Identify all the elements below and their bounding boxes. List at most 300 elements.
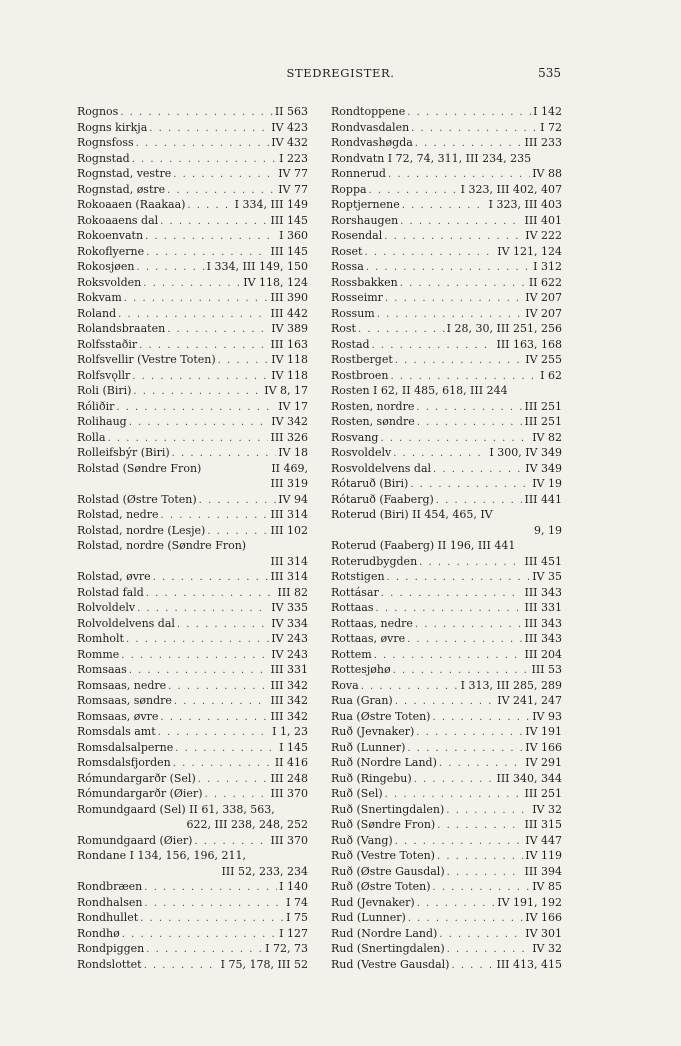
dot-leader xyxy=(393,663,530,678)
entry-name: Romholt xyxy=(77,632,124,645)
index-entry xyxy=(77,104,308,120)
entry-name: Ruð (Jevnaker) xyxy=(331,725,415,738)
entry-references: III 401 xyxy=(524,213,562,227)
index-entry xyxy=(331,399,562,415)
entry-name: Rondpiggen xyxy=(77,942,145,955)
dot-leader xyxy=(381,586,523,601)
entry-name: Roterud (Faaberg) II 196, III 441 xyxy=(331,539,516,552)
entry-references: IV 35 xyxy=(532,570,562,583)
entry-references: III 390 xyxy=(270,291,308,304)
index-entry xyxy=(77,600,308,616)
entry-name: Romsaas, nedre xyxy=(77,678,167,692)
entry-name: Rokoflyerne xyxy=(77,244,145,258)
dot-leader xyxy=(366,260,531,275)
entry-name: Rognstad xyxy=(77,151,130,165)
page-title: STEDREGISTER. xyxy=(286,66,395,80)
entry-name: Rondslottet xyxy=(77,957,142,971)
dot-leader xyxy=(380,431,530,446)
index-entry xyxy=(331,476,562,492)
entry-references: IV 94 xyxy=(278,492,308,506)
index-entry xyxy=(77,941,308,957)
dot-leader xyxy=(384,229,523,244)
index-entry xyxy=(331,709,562,725)
entry-references: I 28, 30, III 251, 256 xyxy=(446,322,562,335)
dot-leader xyxy=(187,198,232,213)
dot-leader xyxy=(407,741,523,756)
index-entry xyxy=(77,461,308,477)
index-entry xyxy=(77,523,308,539)
entry-name: Ruð (Østre Toten) xyxy=(331,880,431,893)
index-entry xyxy=(77,368,308,384)
index-entry xyxy=(331,585,562,601)
index-entry xyxy=(331,414,562,430)
index-entry xyxy=(331,151,562,167)
entry-references: I 145 xyxy=(279,740,308,754)
entry-references: II 622 xyxy=(528,275,562,289)
dot-leader xyxy=(129,663,269,678)
index-entry xyxy=(77,895,308,911)
dot-leader xyxy=(175,741,277,756)
index-entry xyxy=(331,802,562,818)
index-entry xyxy=(77,724,308,740)
entry-references: IV 118, 124 xyxy=(243,275,308,289)
dot-leader xyxy=(218,353,270,368)
index-entry xyxy=(331,647,562,663)
entry-name: Rolvoldelvens dal xyxy=(77,616,175,630)
dot-leader xyxy=(145,229,277,244)
index-entry xyxy=(77,321,308,337)
entry-references: IV 447 xyxy=(525,833,562,847)
entry-name: Rokoenvatn xyxy=(77,229,144,242)
entry-name: Rognsfoss xyxy=(77,136,134,149)
entry-name: Rondtoppene xyxy=(331,105,406,118)
index-entry xyxy=(331,492,562,508)
entry-name: Rolleifsbýr (Biri) xyxy=(77,446,170,459)
dot-leader xyxy=(160,710,268,725)
dot-leader xyxy=(124,291,269,306)
dot-leader xyxy=(417,896,496,911)
entry-name: Romundgaard (Sel) II 61, 338, 563, xyxy=(77,802,275,816)
dot-leader xyxy=(168,679,268,694)
entry-name: Rogns kirkja xyxy=(77,120,148,134)
index-entry xyxy=(331,693,562,709)
index-entry xyxy=(331,166,562,182)
entry-references: III 342 xyxy=(270,709,308,723)
index-entry xyxy=(331,135,562,151)
entry-name: Ruð (Nordre Land) xyxy=(331,756,437,769)
entry-name: Rud (Snertingdalen) xyxy=(331,942,445,955)
index-entry xyxy=(77,802,308,818)
entry-name: Rolandsbraaten xyxy=(77,322,166,335)
entry-name: Ruð (Vestre Toten) xyxy=(331,849,435,862)
dot-leader xyxy=(433,880,531,895)
dot-leader xyxy=(121,648,269,663)
dot-leader xyxy=(173,756,273,771)
entry-name: Romme xyxy=(77,647,120,661)
entry-references: III 331 xyxy=(270,663,308,676)
index-entry xyxy=(77,399,308,415)
dot-leader xyxy=(173,167,276,182)
index-entry xyxy=(77,197,308,213)
index-entry xyxy=(77,414,308,430)
dot-leader xyxy=(207,524,268,539)
index-entry xyxy=(77,957,308,973)
entry-references: III 451 xyxy=(524,554,562,568)
entry-name: Roland xyxy=(77,306,117,320)
dot-leader xyxy=(122,927,277,942)
dot-leader xyxy=(172,446,277,461)
dot-leader xyxy=(133,384,262,399)
entry-name: Rottaas, nedre xyxy=(331,616,413,630)
entry-name: Romundgaard (Øier) xyxy=(77,833,193,847)
entry-references: IV 335 xyxy=(271,601,308,614)
index-entry xyxy=(331,290,562,306)
entry-name: Rondvatn I 72, 74, 311, III 234, 235 xyxy=(331,151,532,165)
entry-name: Rolihaug xyxy=(77,415,127,428)
index-entry xyxy=(77,926,308,942)
dot-leader xyxy=(174,694,269,709)
dot-leader xyxy=(140,911,284,926)
entry-references: I 334, III 149, 150 xyxy=(206,260,308,273)
entry-references: IV 82 xyxy=(532,430,562,444)
dot-leader xyxy=(439,756,523,771)
entry-references: IV 222 xyxy=(525,229,562,242)
dot-leader xyxy=(139,338,268,353)
entry-references: III 394 xyxy=(524,864,562,878)
entry-references: I 62 xyxy=(540,368,562,382)
dot-leader xyxy=(437,818,522,833)
entry-references: III 315 xyxy=(524,818,562,831)
dot-leader xyxy=(376,601,523,616)
entry-references: IV 118 xyxy=(271,353,308,366)
index-entry xyxy=(331,321,562,337)
dot-leader xyxy=(408,911,523,926)
dot-leader xyxy=(126,632,269,647)
index-entry xyxy=(77,631,308,647)
dot-leader xyxy=(372,338,495,353)
entry-references: III 370 xyxy=(270,787,308,800)
entry-name: Roptjernene xyxy=(331,198,400,211)
page-header xyxy=(0,66,681,82)
dot-leader xyxy=(144,880,277,895)
entry-name: Rova xyxy=(331,678,359,692)
entry-references: III 442 xyxy=(270,306,308,320)
index-entry xyxy=(331,957,562,973)
index-entry xyxy=(331,879,562,895)
entry-references: III 163 xyxy=(270,337,308,351)
dot-leader xyxy=(177,617,269,632)
dot-leader xyxy=(391,369,539,384)
dot-leader xyxy=(136,136,270,151)
entry-name: Rondvashøgda xyxy=(331,136,413,149)
entry-name: Roterudbygden xyxy=(331,554,418,568)
dot-leader xyxy=(136,260,204,275)
entry-name: Rosten, nordre xyxy=(331,399,415,413)
entry-references: IV 243 xyxy=(271,647,308,661)
entry-name: Rosvang xyxy=(331,430,379,444)
dot-leader xyxy=(385,291,523,306)
index-entry xyxy=(331,554,562,570)
index-column-right xyxy=(331,104,562,972)
index-entry xyxy=(77,182,308,198)
entry-references: IV 432 xyxy=(271,136,308,149)
dot-leader xyxy=(433,462,523,477)
dot-leader xyxy=(400,276,527,291)
index-entry xyxy=(331,616,562,632)
index-entry xyxy=(77,306,308,322)
dot-leader xyxy=(400,214,522,229)
dot-leader xyxy=(205,787,269,802)
index-entry xyxy=(331,337,562,353)
dot-leader xyxy=(153,570,269,585)
dot-leader xyxy=(194,834,268,849)
index-entry xyxy=(77,383,308,399)
dot-leader xyxy=(388,167,530,182)
entry-name: Rómundargarðr (Sel) xyxy=(77,771,196,785)
index-entry xyxy=(331,461,562,477)
entry-references: III 314 xyxy=(270,570,308,583)
index-entry xyxy=(77,337,308,353)
entry-references: IV 8, 17 xyxy=(264,384,308,397)
entry-references: III 319 xyxy=(270,477,308,490)
entry-name: Ruð (Ringebu) xyxy=(331,771,412,785)
dot-leader xyxy=(451,958,494,973)
dot-leader xyxy=(395,353,523,368)
dot-leader xyxy=(361,679,459,694)
index-entry xyxy=(331,910,562,926)
entry-references: III 326 xyxy=(270,430,308,444)
entry-references: I 72, 73 xyxy=(265,942,308,955)
index-entry-continuation xyxy=(77,554,308,570)
entry-name: Rua (Gran) xyxy=(331,694,393,707)
index-entry xyxy=(331,740,562,756)
index-entry xyxy=(77,430,308,446)
dot-leader xyxy=(120,105,273,120)
entry-references: IV 342 xyxy=(271,415,308,428)
entry-references: III 413, 415 xyxy=(496,957,562,971)
entry-name: Rottem xyxy=(331,647,372,661)
entry-references: IV 166 xyxy=(525,740,562,754)
index-entry xyxy=(77,538,308,554)
dot-leader xyxy=(439,927,523,942)
index-entry xyxy=(77,492,308,508)
entry-name: Rolfsvellir (Vestre Toten) xyxy=(77,353,216,366)
index-entry xyxy=(331,259,562,275)
index-entry xyxy=(331,724,562,740)
entry-references: I 127 xyxy=(279,926,308,940)
index-entry xyxy=(77,507,308,523)
index-entry xyxy=(331,600,562,616)
index-entry xyxy=(331,941,562,957)
index-entry xyxy=(77,647,308,663)
entry-name: Rosvoldelv xyxy=(331,446,392,459)
entry-name: Rondane I 134, 156, 196, 211, xyxy=(77,849,246,862)
dot-leader xyxy=(149,121,269,136)
entry-name: Rolstad (Søndre Fron) xyxy=(77,461,202,475)
entry-name: Rosseimr xyxy=(331,291,383,304)
dot-leader xyxy=(161,508,269,523)
dot-leader xyxy=(447,865,523,880)
index-entry xyxy=(331,430,562,446)
index-entry xyxy=(77,662,308,678)
dot-leader xyxy=(199,493,277,508)
entry-references: IV 423 xyxy=(271,120,308,134)
index-entry xyxy=(77,352,308,368)
entry-references: III 342 xyxy=(270,694,308,707)
entry-references: IV 207 xyxy=(525,291,562,304)
dot-leader xyxy=(137,601,269,616)
entry-name: Ruð (Sel) xyxy=(331,787,383,800)
index-entry xyxy=(331,678,562,694)
entry-references: III 82 xyxy=(277,585,308,599)
entry-name: Rottaas, øvre xyxy=(331,632,406,645)
entry-name: Rorshaugen xyxy=(331,213,399,227)
entry-name: Ronnerud xyxy=(331,167,386,180)
index-entry xyxy=(331,368,562,384)
entry-name: Rud (Jevnaker) xyxy=(331,895,415,909)
entry-name: Rognstad, vestre xyxy=(77,167,172,180)
index-entry xyxy=(331,182,562,198)
index-entry xyxy=(77,879,308,895)
index-entry xyxy=(331,244,562,260)
dot-leader xyxy=(385,787,523,802)
entry-name: Rolstad, øvre xyxy=(77,570,151,583)
entry-references: IV 301 xyxy=(525,926,562,940)
dot-leader xyxy=(144,896,284,911)
entry-name: Ruð (Søndre Fron) xyxy=(331,818,436,831)
index-entry xyxy=(77,275,308,291)
entry-name: Rondhullet xyxy=(77,911,139,924)
dot-leader xyxy=(364,245,495,260)
entry-references: III 343 xyxy=(524,632,562,645)
entry-name: Rolla xyxy=(77,430,106,444)
dot-leader xyxy=(447,942,531,957)
entry-name: Rognstad, østre xyxy=(77,182,166,196)
entry-references: IV 255 xyxy=(525,353,562,366)
entry-name: Rokoaaens dal xyxy=(77,213,159,227)
entry-references: III 441 xyxy=(524,492,562,506)
entry-name: Rossbakken xyxy=(331,275,398,289)
index-entry xyxy=(77,244,308,260)
entry-references: III 102 xyxy=(270,523,308,537)
index-entry xyxy=(77,709,308,725)
entry-name: Rognos xyxy=(77,105,119,118)
index-entry xyxy=(331,104,562,120)
index-entry xyxy=(331,755,562,771)
entry-references: IV 191, 192 xyxy=(497,895,562,909)
entry-references: III 314 xyxy=(270,508,308,521)
entry-references: IV 85 xyxy=(532,880,562,893)
entry-references: I 334, III 149 xyxy=(234,198,308,211)
entry-name: Rostad xyxy=(331,337,370,351)
index-entry xyxy=(77,740,308,756)
entry-references: I 223 xyxy=(279,151,308,165)
dot-leader xyxy=(146,586,276,601)
entry-name: Rondhalsen xyxy=(77,895,143,909)
entry-name: Rottásar xyxy=(331,585,379,599)
entry-references: III 251 xyxy=(524,415,562,428)
entry-name: Rotstigen xyxy=(331,570,385,583)
index-entry xyxy=(77,755,308,771)
entry-references: IV 32 xyxy=(532,942,562,955)
index-entry xyxy=(77,693,308,709)
entry-references: III 340, 344 xyxy=(496,771,562,785)
dot-leader xyxy=(415,136,523,151)
entry-references: IV 121, 124 xyxy=(497,244,562,258)
entry-references: IV 334 xyxy=(271,616,308,630)
index-entry xyxy=(331,848,562,864)
entry-name: Ruð (Lunner) xyxy=(331,740,406,754)
entry-name: Róliðir xyxy=(77,399,115,413)
index-entry xyxy=(77,678,308,694)
entry-name: Rossa xyxy=(331,260,364,273)
entry-name: Rondhø xyxy=(77,926,120,940)
entry-name: Roksvolden xyxy=(77,275,142,289)
entry-references: I 72 xyxy=(540,120,562,134)
entry-name: Rótaruð (Biri) xyxy=(331,477,409,490)
index-entry xyxy=(77,135,308,151)
index-entry xyxy=(331,631,562,647)
dot-leader xyxy=(446,803,530,818)
dot-leader xyxy=(417,415,523,430)
entry-name: Romsaas, øvre xyxy=(77,709,159,723)
dot-leader xyxy=(158,725,271,740)
entry-references: III 331 xyxy=(524,601,562,614)
entry-name: Rómundargarðr (Øier) xyxy=(77,787,203,800)
entry-name: Rottesjøhø xyxy=(331,663,391,676)
entry-name: Rolstad, nordre (Søndre Fron) xyxy=(77,539,247,552)
entry-references: I 313, III 285, 289 xyxy=(460,678,562,692)
dot-leader xyxy=(198,772,269,787)
entry-references: IV 349 xyxy=(525,461,562,475)
index-entry xyxy=(331,786,562,802)
entry-references: I 75, 178, III 52 xyxy=(220,957,308,971)
dot-leader xyxy=(402,198,487,213)
dot-leader xyxy=(118,307,268,322)
dot-leader xyxy=(395,694,496,709)
dot-leader xyxy=(108,431,269,446)
entry-name: Rua (Østre Toten) xyxy=(331,709,431,723)
entry-references: I 1, 23 xyxy=(272,725,308,738)
dot-leader xyxy=(407,105,531,120)
dot-leader xyxy=(416,725,523,740)
page-number: 535 xyxy=(538,66,561,80)
entry-name: Romsaas xyxy=(77,663,127,676)
entry-name: Rost xyxy=(331,322,356,335)
entry-references: IV 389 xyxy=(271,322,308,335)
entry-name: Romsdals amt xyxy=(77,725,156,738)
entry-references: III 145 xyxy=(270,244,308,258)
entry-references: I 140 xyxy=(279,880,308,893)
entry-references: III 53 xyxy=(531,663,562,676)
entry-references: II 563 xyxy=(274,105,308,118)
entry-references: I 312 xyxy=(533,260,562,273)
entry-references: III 145 xyxy=(270,213,308,227)
index-entry xyxy=(77,151,308,167)
entry-name: Rud (Vestre Gausdal) xyxy=(331,957,450,971)
dot-leader xyxy=(411,121,538,136)
entry-references: III 370 xyxy=(270,833,308,847)
entry-name: Rosendal xyxy=(331,229,383,242)
entry-name: Rolstad, nedre xyxy=(77,508,159,521)
index-entry xyxy=(77,786,308,802)
entry-references: III 52, 233, 234 xyxy=(221,864,308,878)
dot-leader xyxy=(374,648,523,663)
index-entry xyxy=(331,306,562,322)
index-entry xyxy=(331,120,562,136)
entry-name: Romsdalsfjorden xyxy=(77,756,171,769)
entry-name: Rolfsstaðir xyxy=(77,337,138,351)
